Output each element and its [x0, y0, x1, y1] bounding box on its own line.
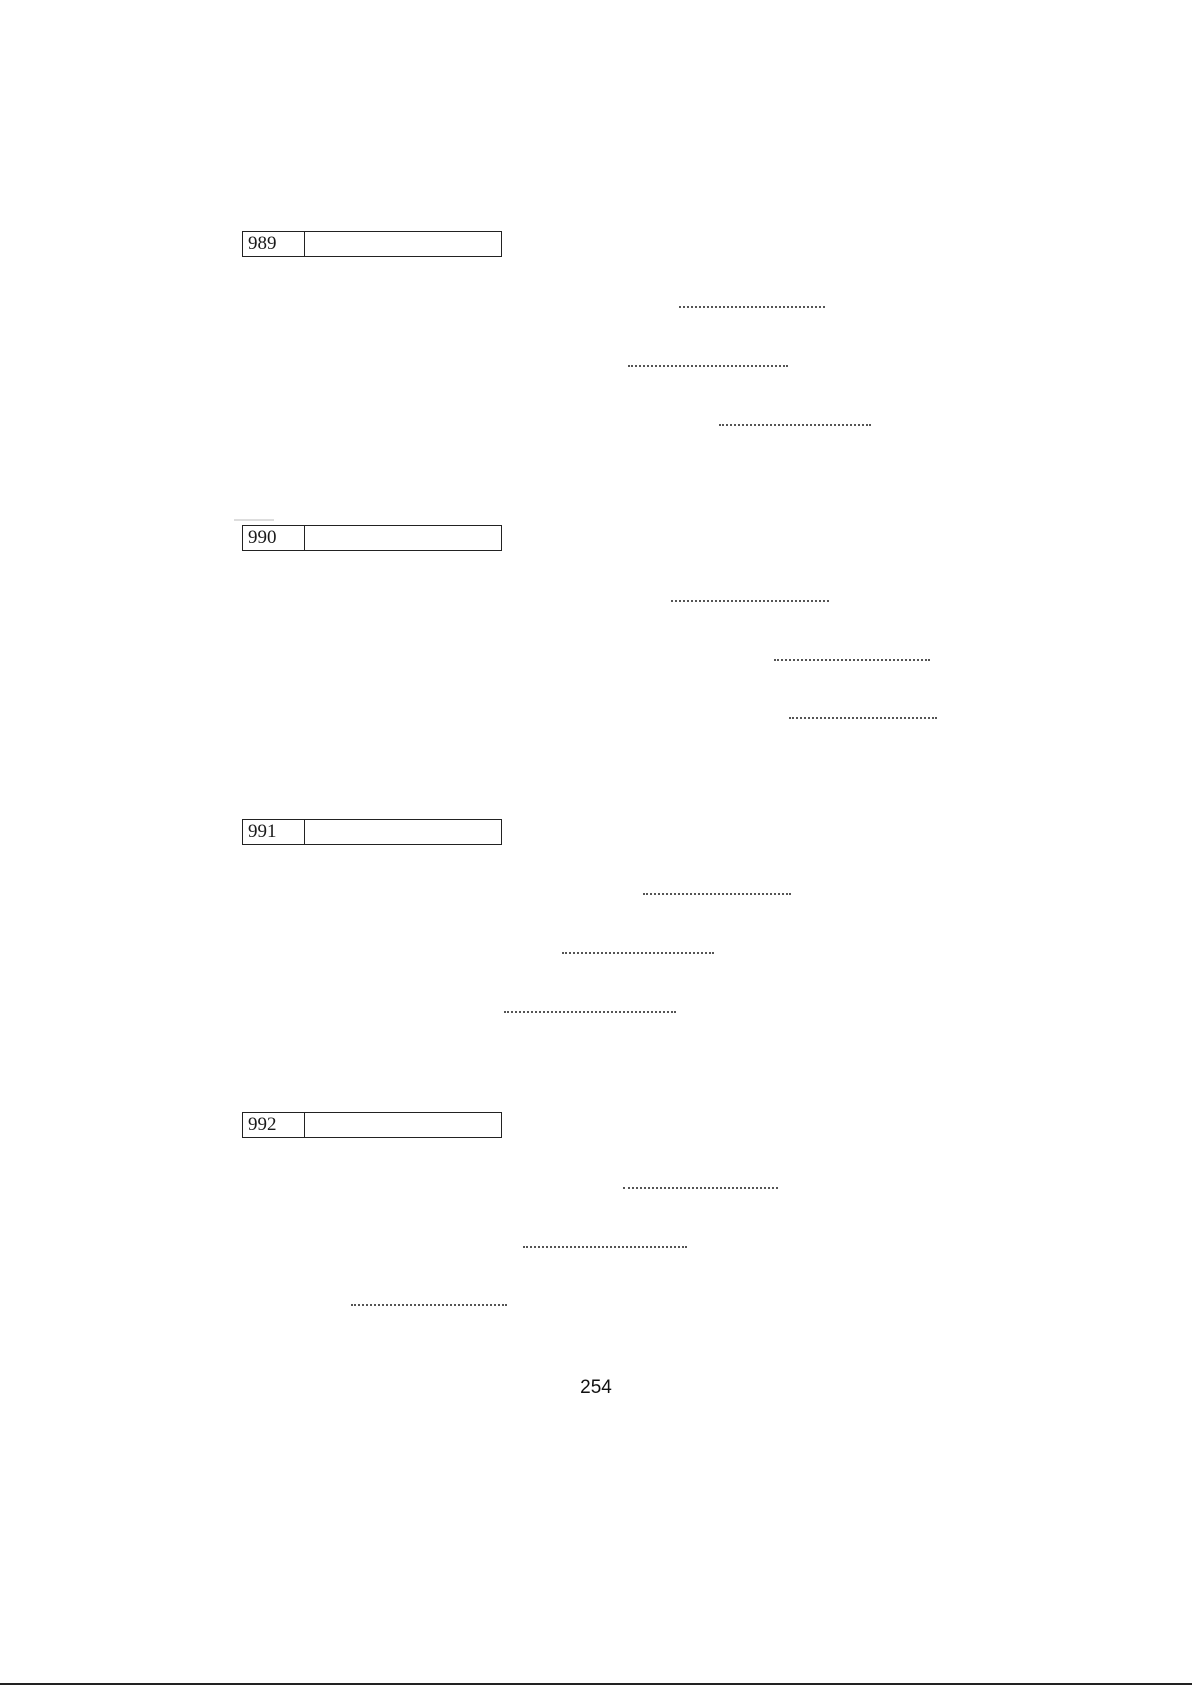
question-number: 991	[243, 820, 305, 844]
answer-dotted-line	[562, 942, 714, 954]
answer-dotted-line	[774, 649, 930, 661]
answer-dotted-line	[628, 355, 788, 367]
page-number: 254	[580, 1377, 612, 1398]
question-number: 989	[243, 232, 305, 256]
question-box-991	[242, 819, 502, 845]
answer-dotted-line	[523, 1236, 687, 1248]
question-box-989	[242, 231, 502, 257]
question-box-992	[242, 1112, 502, 1138]
answer-dotted-line	[671, 590, 829, 602]
answer-dotted-line	[679, 296, 825, 308]
answer-dotted-line	[789, 707, 937, 719]
answer-box[interactable]	[305, 1113, 501, 1137]
answer-dotted-line	[719, 414, 871, 426]
answer-dotted-line	[643, 883, 791, 895]
answer-box[interactable]	[305, 232, 501, 256]
question-number: 992	[243, 1113, 305, 1137]
answer-dotted-line	[351, 1294, 507, 1306]
answer-dotted-line	[623, 1177, 778, 1189]
question-box-990	[242, 525, 502, 551]
answer-box[interactable]	[305, 526, 501, 550]
answer-box[interactable]	[305, 820, 501, 844]
answer-dotted-line	[504, 1001, 676, 1013]
question-number: 990	[243, 526, 305, 550]
scan-artifact	[234, 519, 274, 521]
